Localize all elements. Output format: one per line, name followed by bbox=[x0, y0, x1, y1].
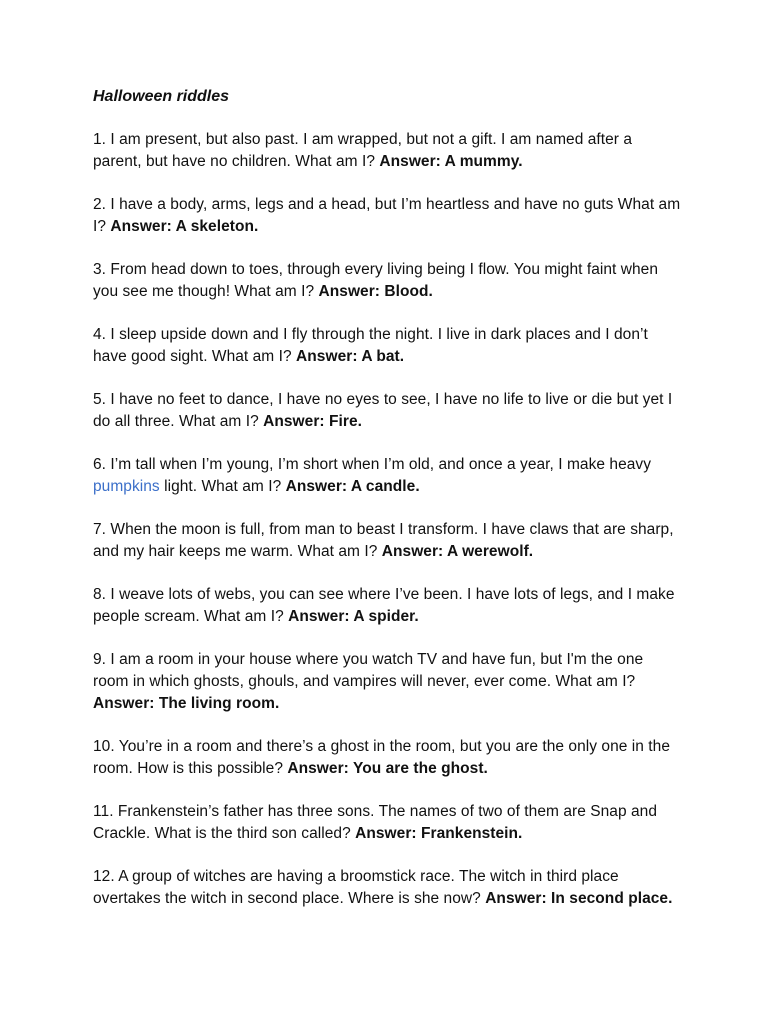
riddle-4 bbox=[93, 324, 683, 368]
riddle-5 bbox=[93, 389, 683, 433]
riddle-answer: Answer: Frankenstein. bbox=[355, 825, 523, 842]
riddle-text: 7. When the moon is full, from man to beast I transform. I have claws that are sharp, and my hair keeps me warm. What am I? bbox=[93, 521, 674, 560]
riddle-1 bbox=[93, 129, 683, 173]
riddle-answer: Answer: Blood. bbox=[318, 283, 433, 300]
riddle-answer: Answer: A mummy. bbox=[379, 153, 523, 170]
riddle-2 bbox=[93, 194, 683, 238]
riddle-text: 5. I have no feet to dance, I have no eyes to see, I have no life to live or die but yet I do all three. What am I? bbox=[93, 391, 673, 430]
riddle-9 bbox=[93, 649, 683, 715]
riddle-text: 2. I have a body, arms, legs and a head, but I’m heartless and have no guts What am I? bbox=[93, 196, 681, 235]
riddle-10 bbox=[93, 736, 683, 780]
page-title: Halloween riddles bbox=[93, 88, 230, 105]
riddle-8 bbox=[93, 584, 683, 628]
riddle-text: 4. I sleep upside down and I fly through the night. I live in dark places and I don’t have good sight. What am I? bbox=[93, 326, 648, 365]
riddle-answer: Answer: A skeleton. bbox=[110, 218, 259, 235]
riddle-text: 3. From head down to toes, through every living being I flow. You might faint when you see me though! What am I? bbox=[93, 261, 659, 300]
riddle-text: 1. I am present, but also past. I am wrapped, but not a gift. I am named after a parent, but have no children. What am I? bbox=[93, 131, 633, 170]
riddle-12 bbox=[93, 866, 683, 910]
riddle-11 bbox=[93, 801, 683, 845]
riddle-text: 11. Frankenstein’s father has three sons. The names of two of them are Snap and Crackle. What is the third son called? bbox=[93, 803, 658, 842]
riddle-text: 6. I’m tall when I’m young, I’m short when I’m old, and once a year, I make heavy bbox=[93, 456, 652, 473]
riddle-answer: Answer: A spider. bbox=[288, 608, 419, 625]
riddle-3 bbox=[93, 259, 683, 303]
riddle-answer: Answer: A werewolf. bbox=[381, 543, 534, 560]
riddle-answer: Answer: A candle. bbox=[285, 478, 420, 495]
riddle-answer: Answer: Fire. bbox=[263, 413, 362, 430]
document-page bbox=[93, 86, 683, 931]
riddle-6 bbox=[93, 454, 683, 498]
riddle-answer: Answer: The living room. bbox=[93, 695, 280, 712]
riddle-answer: Answer: A bat. bbox=[296, 348, 405, 365]
riddle-text-after: light. What am I? bbox=[164, 478, 282, 495]
riddle-answer: Answer: You are the ghost. bbox=[287, 760, 488, 777]
riddle-text: 10. You’re in a room and there’s a ghost in the room, but you are the only one in the room. How is this possible? bbox=[93, 738, 670, 777]
riddle-text: 9. I am a room in your house where you watch TV and have fun, but I'm the one room in which ghosts, ghouls, and vampires will never, ever come. What am I? bbox=[93, 651, 644, 690]
riddle-text: 12. A group of witches are having a broomstick race. The witch in third place overtakes the witch in second place. Where is she now? bbox=[93, 868, 619, 907]
riddle-7 bbox=[93, 519, 683, 563]
riddle-answer: Answer: In second place. bbox=[485, 890, 673, 907]
riddle-text: 8. I weave lots of webs, you can see where I’ve been. I have lots of legs, and I make people scream. What am I? bbox=[93, 586, 675, 625]
pumpkins-link[interactable]: pumpkins bbox=[93, 478, 160, 495]
